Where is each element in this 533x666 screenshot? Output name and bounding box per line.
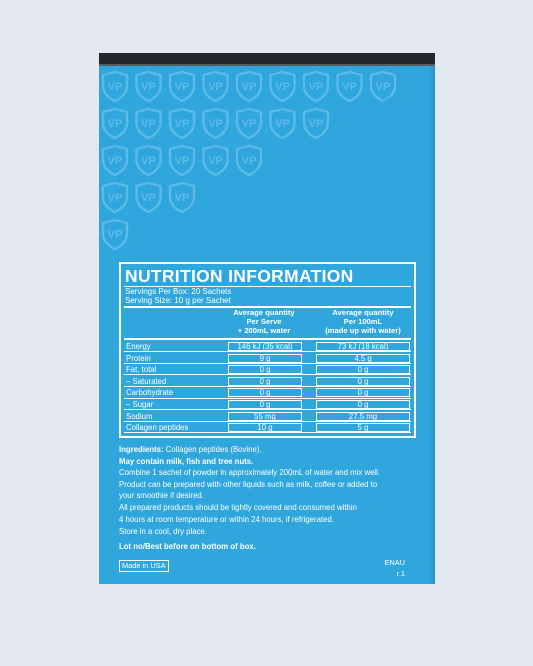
nutrient-name: Sodium — [126, 411, 153, 421]
per-100ml-value: 5 g — [357, 423, 369, 433]
nutrient-name: Carbohydrate — [126, 388, 174, 398]
svg-text:VP: VP — [141, 118, 156, 130]
svg-text:VP: VP — [174, 81, 190, 93]
svg-text:VP: VP — [208, 155, 223, 167]
per-100ml-value: 0 g — [357, 388, 369, 398]
storage-text: Store in a cool, dry place. — [119, 527, 207, 536]
column-header-line: Average quantity — [332, 308, 394, 317]
vp-shield-icon — [103, 146, 127, 175]
svg-text:VP: VP — [241, 155, 257, 167]
vp-shield-icon — [103, 109, 127, 138]
storage-prepared-line-2: 4 hours at room temperature or within 24 hours, if refrigerated. — [119, 514, 334, 524]
column-header-per-serve — [225, 308, 303, 335]
nutrient-name: – Saturated — [126, 376, 167, 386]
svg-text:VP: VP — [308, 118, 324, 130]
svg-text:VP: VP — [375, 81, 391, 93]
per-100ml-value: 27.5 mg — [348, 411, 378, 421]
vp-shield-icon — [170, 146, 194, 175]
vp-shield-icon — [237, 146, 261, 175]
vp-shield-icon — [170, 72, 194, 101]
allergen-statement: May contain milk, fish and tree nuts. — [119, 456, 254, 466]
vp-shield-icon — [338, 72, 362, 101]
ingredients-block — [119, 444, 419, 467]
vp-shield-icon — [103, 220, 127, 249]
svg-text:VP: VP — [141, 81, 156, 93]
serving-size: Serving Size: 10 g per Sachet — [125, 296, 231, 305]
svg-text:VP: VP — [107, 118, 123, 130]
nutrient-name: Energy — [126, 342, 151, 351]
nutrition-panel — [119, 262, 416, 438]
vp-shield-icon — [204, 146, 228, 175]
storage-prepared-line-1: All prepared products should be tightly covered and consumed within — [119, 503, 357, 512]
svg-text:VP: VP — [107, 229, 123, 241]
vp-shield-icon — [304, 72, 328, 101]
svg-text:VP: VP — [141, 192, 156, 204]
svg-text:VP: VP — [275, 118, 290, 130]
per-serve-value: 55 mg — [254, 411, 276, 421]
per-serve-value: 0 g — [259, 388, 271, 398]
per-100ml-value: 0 g — [357, 365, 369, 375]
svg-text:VP: VP — [241, 81, 257, 93]
box-edge-shade — [429, 66, 435, 584]
svg-text:VP: VP — [275, 81, 290, 93]
nutrition-row — [124, 341, 411, 352]
column-header-line: Per Serve — [246, 317, 282, 326]
per-serve-value: 0 g — [259, 365, 271, 375]
nutrition-title: NUTRITION INFORMATION — [125, 266, 354, 286]
lot-best-before: Lot no/Best before on bottom of box. — [119, 542, 256, 551]
nutrition-row — [124, 399, 411, 410]
nutrition-row — [124, 387, 411, 398]
vp-shield-icon — [237, 109, 261, 138]
nutrition-row — [124, 422, 411, 433]
ingredients-label: Ingredients: — [119, 445, 164, 454]
nutrition-row — [124, 376, 411, 387]
per-serve-value: 0 g — [259, 400, 271, 409]
vp-shield-icon — [137, 109, 161, 138]
vp-shield-icon — [271, 72, 295, 101]
vp-shield-icon — [170, 109, 194, 138]
svg-text:VP: VP — [208, 81, 223, 93]
servings-per-box: Servings Per Box: 20 Sachets — [125, 287, 232, 296]
nutrient-name: Fat, total — [126, 365, 157, 375]
per-serve-value: 10 g — [257, 423, 273, 433]
vp-shield-icon — [170, 183, 194, 212]
per-100ml-value: 0 g — [357, 376, 369, 386]
vp-shield-icon — [371, 72, 395, 101]
vp-shield-icon — [237, 72, 261, 101]
vp-shield-icon — [204, 72, 228, 101]
product-box-side — [99, 66, 435, 584]
ingredients-line — [119, 444, 419, 456]
nutrition-row — [124, 353, 411, 364]
svg-text:VP: VP — [174, 155, 190, 167]
svg-text:VP: VP — [241, 118, 257, 130]
vp-shield-icon — [137, 183, 161, 212]
vp-shield-icon — [137, 72, 161, 101]
directions-line-1: Combine 1 sachet of powder in approximately 200mL of water and mix well. — [119, 468, 381, 477]
per-100ml-value: 73 kJ (18 kcal) — [337, 342, 389, 351]
storage-prepared-block — [119, 502, 419, 525]
vp-shield-icon — [271, 109, 295, 138]
directions-block — [119, 467, 419, 502]
vp-shield-icon — [304, 109, 328, 138]
per-100ml-value: 0 g — [357, 400, 369, 409]
vp-shield-icon — [103, 183, 127, 212]
column-header-line: Per 100mL — [343, 317, 383, 326]
column-header-line: Average quantity — [233, 308, 295, 317]
column-header-line: (made up with water) — [325, 326, 401, 335]
vp-shield-icon — [103, 72, 127, 101]
header-rule — [124, 338, 411, 340]
svg-text:VP: VP — [107, 192, 123, 204]
per-serve-value: 0 g — [259, 376, 271, 386]
svg-text:VP: VP — [208, 118, 223, 130]
ingredients-text: Collagen peptides (Bovine). — [165, 445, 262, 454]
revision-code: r.1 — [396, 569, 405, 578]
nutrient-name: Collagen peptides — [126, 423, 189, 433]
svg-text:VP: VP — [342, 81, 357, 93]
svg-text:VP: VP — [107, 81, 123, 93]
vp-shield-icon — [137, 146, 161, 175]
svg-text:VP: VP — [107, 155, 123, 167]
per-serve-value: 146 kJ (35 kcal) — [237, 342, 293, 351]
made-in-badge: Made in USA — [119, 560, 169, 572]
region-code: ENAU — [384, 558, 405, 567]
nutrient-name: Protein — [126, 353, 151, 363]
svg-text:VP: VP — [308, 81, 324, 93]
row-rule — [124, 432, 411, 433]
column-header-per-100ml — [315, 308, 411, 335]
vp-shield-icon — [204, 109, 228, 138]
nutrition-row — [124, 411, 411, 422]
per-serve-value: 9 g — [259, 353, 271, 363]
directions-line-3: your smoothie if desired. — [119, 491, 204, 500]
column-header-line: + 200mL water — [237, 326, 291, 335]
per-100ml-value: 4.5 g — [354, 353, 372, 363]
vp-shield-pattern — [99, 66, 435, 266]
svg-text:VP: VP — [174, 118, 190, 130]
svg-text:VP: VP — [141, 155, 156, 167]
svg-text:VP: VP — [174, 192, 190, 204]
directions-line-2: Product can be prepared with other liquids such as milk, coffee or added to — [119, 479, 378, 489]
nutrition-row — [124, 364, 411, 375]
nutrient-name: – Sugar — [126, 400, 154, 409]
